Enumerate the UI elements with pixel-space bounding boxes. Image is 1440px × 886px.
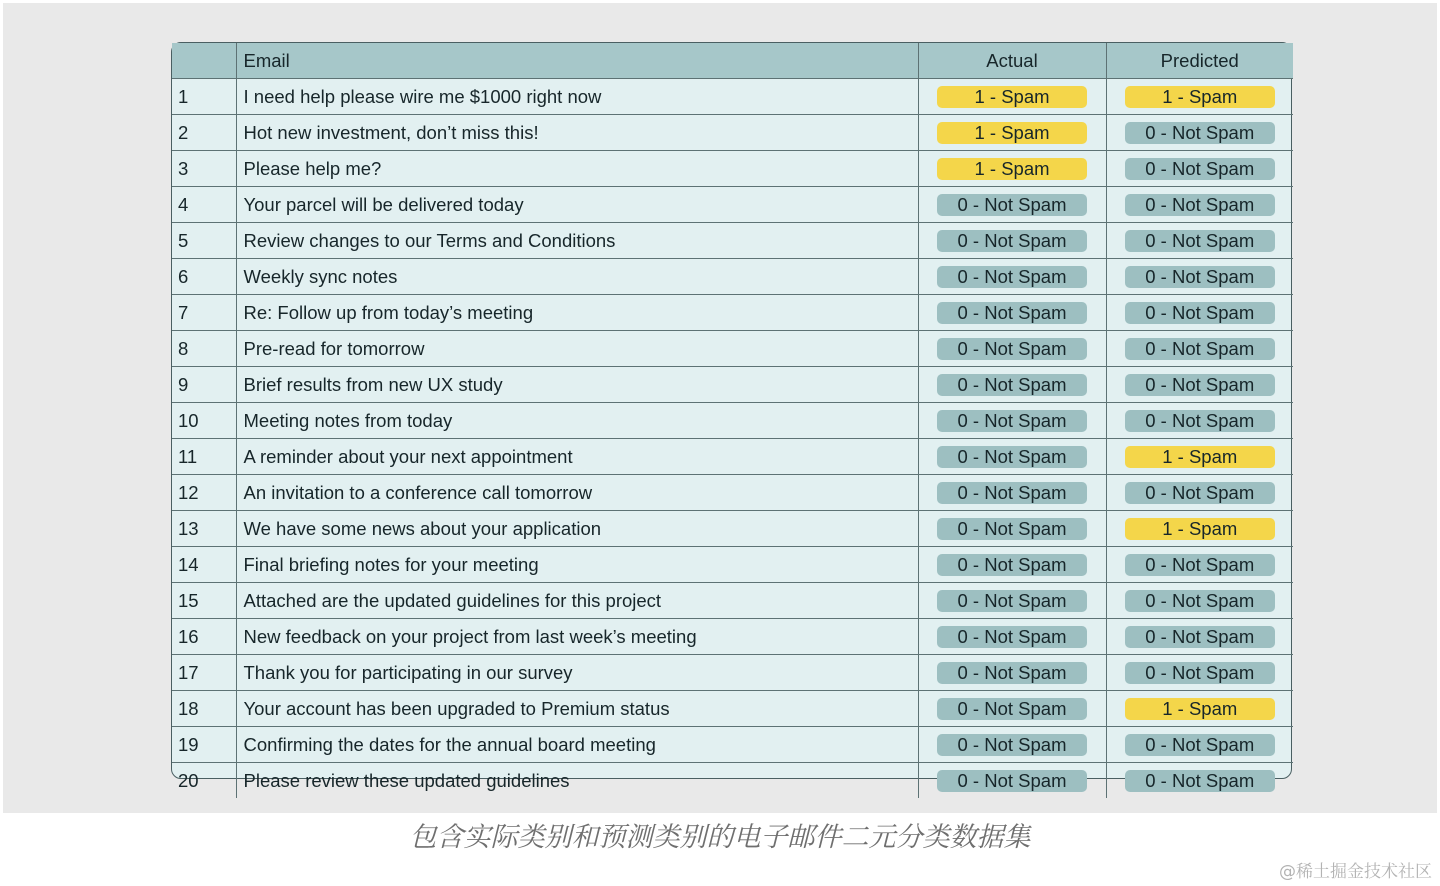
row-index: 10 bbox=[172, 403, 236, 439]
actual-label-badge: 0 - Not Spam bbox=[937, 410, 1087, 432]
predicted-label-badge: 0 - Not Spam bbox=[1125, 194, 1275, 216]
predicted-label-cell bbox=[1106, 691, 1293, 727]
email-subject: We have some news about your application bbox=[236, 511, 918, 547]
predicted-label-cell bbox=[1106, 79, 1293, 115]
predicted-label-cell bbox=[1106, 403, 1293, 439]
predicted-label-cell bbox=[1106, 547, 1293, 583]
actual-label-cell bbox=[918, 439, 1106, 475]
predicted-label-badge: 0 - Not Spam bbox=[1125, 158, 1275, 180]
actual-label-cell bbox=[918, 187, 1106, 223]
actual-label-badge: 0 - Not Spam bbox=[937, 626, 1087, 648]
row-index: 20 bbox=[172, 763, 236, 799]
actual-label-cell bbox=[918, 79, 1106, 115]
table-row bbox=[172, 295, 1293, 331]
predicted-label-badge: 0 - Not Spam bbox=[1125, 590, 1275, 612]
email-subject: Please review these updated guidelines bbox=[236, 763, 918, 799]
actual-label-cell bbox=[918, 367, 1106, 403]
row-index: 2 bbox=[172, 115, 236, 151]
predicted-label-badge: 0 - Not Spam bbox=[1125, 302, 1275, 324]
table-row bbox=[172, 475, 1293, 511]
actual-label-badge: 0 - Not Spam bbox=[937, 194, 1087, 216]
row-index: 17 bbox=[172, 655, 236, 691]
row-index: 15 bbox=[172, 583, 236, 619]
row-index: 8 bbox=[172, 331, 236, 367]
actual-label-cell bbox=[918, 763, 1106, 799]
email-subject: Final briefing notes for your meeting bbox=[236, 547, 918, 583]
header-email: Email bbox=[236, 43, 918, 79]
header-predicted: Predicted bbox=[1106, 43, 1293, 79]
email-dataset-table bbox=[171, 42, 1292, 792]
email-subject: Pre-read for tomorrow bbox=[236, 331, 918, 367]
actual-label-badge: 0 - Not Spam bbox=[937, 662, 1087, 684]
predicted-label-badge: 0 - Not Spam bbox=[1125, 734, 1275, 756]
predicted-label-cell bbox=[1106, 151, 1293, 187]
predicted-label-cell bbox=[1106, 223, 1293, 259]
row-index: 16 bbox=[172, 619, 236, 655]
predicted-label-badge: 0 - Not Spam bbox=[1125, 662, 1275, 684]
table-row bbox=[172, 403, 1293, 439]
predicted-label-badge: 0 - Not Spam bbox=[1125, 230, 1275, 252]
email-subject: Review changes to our Terms and Conditions bbox=[236, 223, 918, 259]
actual-label-badge: 0 - Not Spam bbox=[937, 266, 1087, 288]
table-row bbox=[172, 187, 1293, 223]
actual-label-cell bbox=[918, 295, 1106, 331]
email-subject: New feedback on your project from last week’s meeting bbox=[236, 619, 918, 655]
predicted-label-badge: 1 - Spam bbox=[1125, 698, 1275, 720]
data-table bbox=[172, 43, 1293, 798]
table-body bbox=[172, 79, 1293, 799]
figure-caption: 包含实际类别和预测类别的电子邮件二元分类数据集 bbox=[409, 822, 1031, 853]
email-subject: Brief results from new UX study bbox=[236, 367, 918, 403]
predicted-label-badge: 0 - Not Spam bbox=[1125, 554, 1275, 576]
predicted-label-badge: 1 - Spam bbox=[1125, 446, 1275, 468]
email-subject: Hot new investment, don’t miss this! bbox=[236, 115, 918, 151]
predicted-label-badge: 1 - Spam bbox=[1125, 518, 1275, 540]
predicted-label-cell bbox=[1106, 115, 1293, 151]
email-subject: Re: Follow up from today’s meeting bbox=[236, 295, 918, 331]
email-subject: I need help please wire me $1000 right now bbox=[236, 79, 918, 115]
row-index: 13 bbox=[172, 511, 236, 547]
table-row bbox=[172, 511, 1293, 547]
predicted-label-badge: 1 - Spam bbox=[1125, 86, 1275, 108]
table-row bbox=[172, 151, 1293, 187]
table-header-row bbox=[172, 43, 1293, 79]
row-index: 18 bbox=[172, 691, 236, 727]
predicted-label-badge: 0 - Not Spam bbox=[1125, 266, 1275, 288]
actual-label-cell bbox=[918, 583, 1106, 619]
row-index: 12 bbox=[172, 475, 236, 511]
predicted-label-badge: 0 - Not Spam bbox=[1125, 374, 1275, 396]
header-actual: Actual bbox=[918, 43, 1106, 79]
table-row bbox=[172, 583, 1293, 619]
predicted-label-badge: 0 - Not Spam bbox=[1125, 122, 1275, 144]
row-index: 5 bbox=[172, 223, 236, 259]
actual-label-cell bbox=[918, 331, 1106, 367]
predicted-label-cell bbox=[1106, 583, 1293, 619]
email-subject: Your parcel will be delivered today bbox=[236, 187, 918, 223]
predicted-label-badge: 0 - Not Spam bbox=[1125, 482, 1275, 504]
actual-label-cell bbox=[918, 727, 1106, 763]
actual-label-cell bbox=[918, 115, 1106, 151]
table-row bbox=[172, 367, 1293, 403]
row-index: 19 bbox=[172, 727, 236, 763]
predicted-label-badge: 0 - Not Spam bbox=[1125, 770, 1275, 792]
predicted-label-cell bbox=[1106, 475, 1293, 511]
email-subject: Confirming the dates for the annual board meeting bbox=[236, 727, 918, 763]
predicted-label-cell bbox=[1106, 727, 1293, 763]
row-index: 9 bbox=[172, 367, 236, 403]
predicted-label-cell bbox=[1106, 619, 1293, 655]
predicted-label-cell bbox=[1106, 367, 1293, 403]
predicted-label-badge: 0 - Not Spam bbox=[1125, 626, 1275, 648]
actual-label-cell bbox=[918, 151, 1106, 187]
actual-label-badge: 0 - Not Spam bbox=[937, 698, 1087, 720]
row-index: 3 bbox=[172, 151, 236, 187]
predicted-label-cell bbox=[1106, 511, 1293, 547]
email-subject: A reminder about your next appointment bbox=[236, 439, 918, 475]
row-index: 1 bbox=[172, 79, 236, 115]
actual-label-cell bbox=[918, 259, 1106, 295]
table-row bbox=[172, 655, 1293, 691]
email-subject: Weekly sync notes bbox=[236, 259, 918, 295]
actual-label-badge: 1 - Spam bbox=[937, 86, 1087, 108]
row-index: 14 bbox=[172, 547, 236, 583]
predicted-label-badge: 0 - Not Spam bbox=[1125, 410, 1275, 432]
actual-label-badge: 0 - Not Spam bbox=[937, 590, 1087, 612]
predicted-label-badge: 0 - Not Spam bbox=[1125, 338, 1275, 360]
actual-label-cell bbox=[918, 475, 1106, 511]
row-index: 7 bbox=[172, 295, 236, 331]
actual-label-cell bbox=[918, 547, 1106, 583]
actual-label-badge: 0 - Not Spam bbox=[937, 734, 1087, 756]
header-index bbox=[172, 43, 236, 79]
email-subject: An invitation to a conference call tomorrow bbox=[236, 475, 918, 511]
table-row bbox=[172, 763, 1293, 799]
actual-label-badge: 0 - Not Spam bbox=[937, 230, 1087, 252]
email-subject: Meeting notes from today bbox=[236, 403, 918, 439]
table-row bbox=[172, 259, 1293, 295]
actual-label-cell bbox=[918, 511, 1106, 547]
table-row bbox=[172, 439, 1293, 475]
actual-label-badge: 0 - Not Spam bbox=[937, 518, 1087, 540]
predicted-label-cell bbox=[1106, 295, 1293, 331]
table-row bbox=[172, 115, 1293, 151]
actual-label-badge: 0 - Not Spam bbox=[937, 338, 1087, 360]
table-row bbox=[172, 331, 1293, 367]
email-subject: Your account has been upgraded to Premium status bbox=[236, 691, 918, 727]
actual-label-badge: 0 - Not Spam bbox=[937, 482, 1087, 504]
table-row bbox=[172, 223, 1293, 259]
actual-label-badge: 0 - Not Spam bbox=[937, 554, 1087, 576]
table-row bbox=[172, 547, 1293, 583]
watermark: @稀土掘金技术社区 bbox=[1279, 862, 1432, 882]
figure-panel bbox=[3, 3, 1437, 813]
email-subject: Attached are the updated guidelines for this project bbox=[236, 583, 918, 619]
actual-label-cell bbox=[918, 619, 1106, 655]
predicted-label-cell bbox=[1106, 439, 1293, 475]
table-row bbox=[172, 691, 1293, 727]
row-index: 11 bbox=[172, 439, 236, 475]
actual-label-badge: 0 - Not Spam bbox=[937, 374, 1087, 396]
actual-label-cell bbox=[918, 403, 1106, 439]
actual-label-cell bbox=[918, 655, 1106, 691]
table-row bbox=[172, 727, 1293, 763]
table-row bbox=[172, 79, 1293, 115]
actual-label-badge: 0 - Not Spam bbox=[937, 770, 1087, 792]
actual-label-badge: 0 - Not Spam bbox=[937, 302, 1087, 324]
email-subject: Thank you for participating in our survey bbox=[236, 655, 918, 691]
predicted-label-cell bbox=[1106, 655, 1293, 691]
predicted-label-cell bbox=[1106, 259, 1293, 295]
predicted-label-cell bbox=[1106, 187, 1293, 223]
actual-label-cell bbox=[918, 691, 1106, 727]
predicted-label-cell bbox=[1106, 763, 1293, 799]
actual-label-badge: 0 - Not Spam bbox=[937, 446, 1087, 468]
predicted-label-cell bbox=[1106, 331, 1293, 367]
table-row bbox=[172, 619, 1293, 655]
row-index: 4 bbox=[172, 187, 236, 223]
actual-label-badge: 1 - Spam bbox=[937, 158, 1087, 180]
row-index: 6 bbox=[172, 259, 236, 295]
actual-label-cell bbox=[918, 223, 1106, 259]
actual-label-badge: 1 - Spam bbox=[937, 122, 1087, 144]
email-subject: Please help me? bbox=[236, 151, 918, 187]
